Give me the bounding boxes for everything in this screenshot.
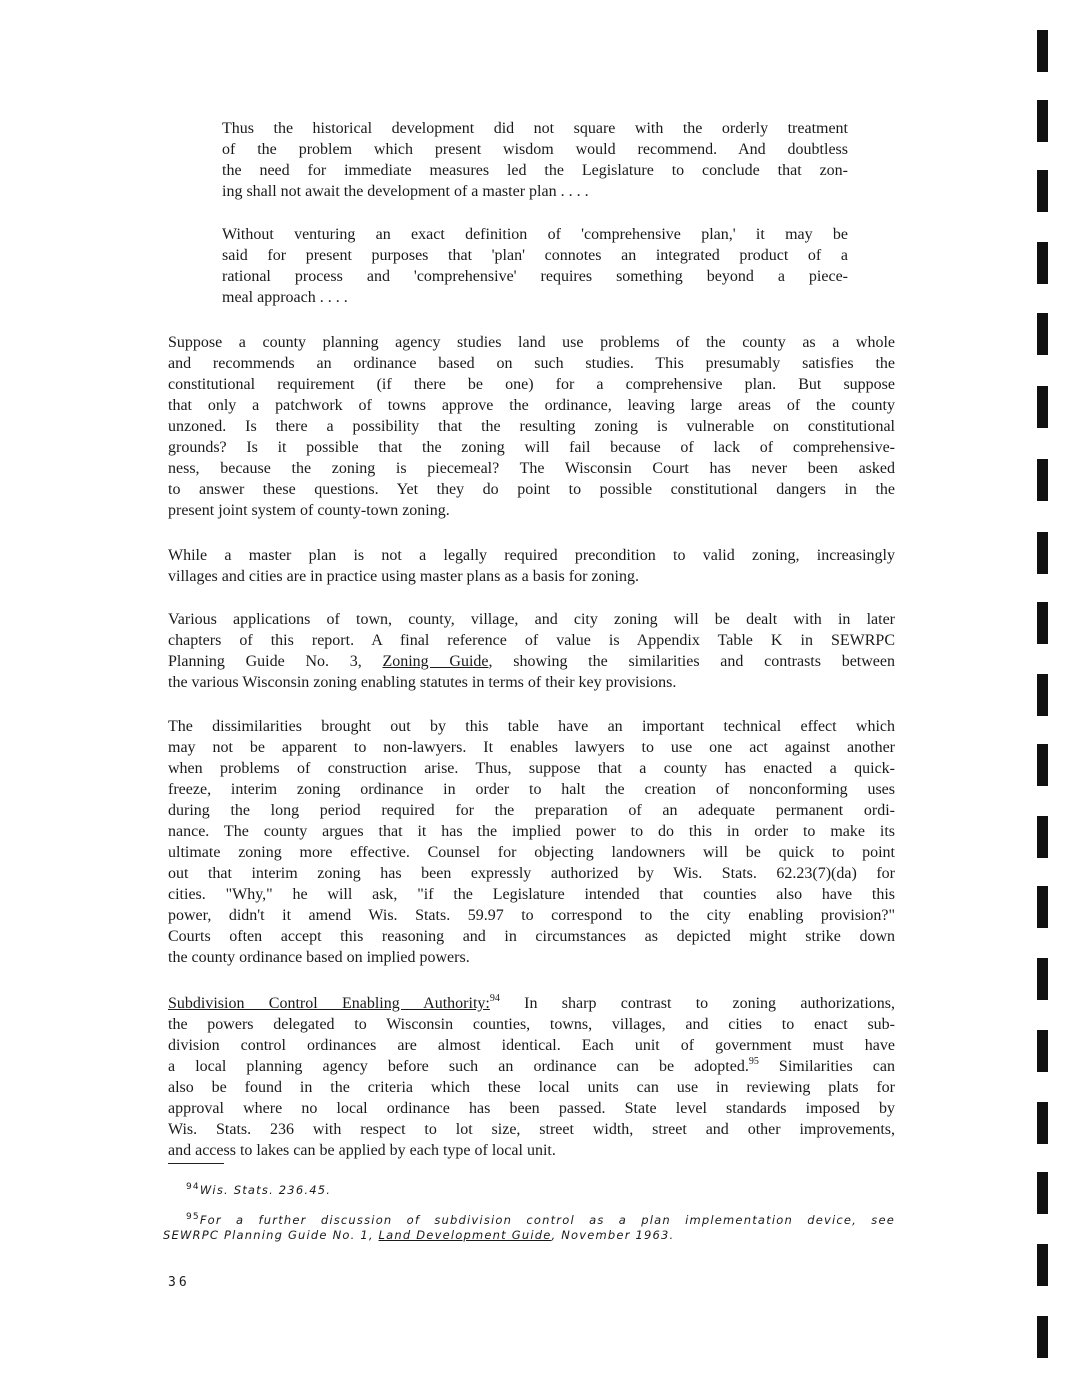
block-quote-paragraph-1 [222,118,848,202]
margin-bar [1037,313,1048,355]
footnote-ref-95: 95 [748,1056,759,1067]
footnote-line [163,1228,895,1243]
text-line: may not be apparent to non-lawyers. It enables lawyers to use one act against another [168,739,895,756]
text-line: While a master plan is not a legally required precondition to valid zoning, increasingly [168,547,895,564]
margin-bar [1037,532,1048,574]
underlined-publication-title: Zoning Guide [382,653,489,670]
text-line: also be found in the criteria which these local units can use in reviewing plats for [168,1079,895,1096]
text-line: power, didn't it amend Wis. Stats. 59.97 to correspond to the city enabling provision?" [168,907,895,924]
footnote-text: Wis. Stats. 236.45. [199,1183,332,1197]
text-fragment: a local planning agency before such an ordinance can be adopted. [168,1058,749,1075]
text-line: approval where no local ordinance has been passed. State level standards imposed by [168,1100,895,1117]
text-line: the powers delegated to Wisconsin counties, towns, villages, and cities to enact sub- [168,1016,895,1033]
text-line-with-heading [168,993,895,1014]
underlined-publication-title: Land Development Guide [378,1228,552,1242]
margin-bar [1037,958,1048,1000]
margin-bar [1037,1030,1048,1072]
footnote-number: 94 [186,1182,200,1192]
text-line: The dissimilarities brought out by this table have an important technical effect which [168,718,895,735]
section-run-in-heading: Subdivision Control Enabling Authority: [168,995,490,1012]
footnote-94 [186,1183,586,1198]
text-line: constitutional requirement (if there be one) for a comprehensive plan. But suppose [168,376,895,393]
text-line: freeze, interim zoning ordinance in order to halt the creation of nonconforming uses [168,781,895,798]
text-line: of the problem which present wisdom would recommend. And doubtless [222,141,848,158]
text-line: rational process and 'comprehensive' requires something beyond a piece- [222,268,848,285]
text-line: ultimate zoning more effective. Counsel for objecting landowners will be quick to point [168,844,895,861]
margin-bar [1037,1172,1048,1214]
text-line: chapters of this report. A final reference of value is Appendix Table K in SEWRPC [168,632,895,649]
text-line: Wis. Stats. 236 with respect to lot size, street width, street and other improvements, [168,1121,895,1138]
footnote-95 [163,1213,895,1243]
text-fragment: Similarities can [758,1058,896,1075]
text-fragment: , showing the similarities and contrasts between [488,653,896,670]
margin-bar [1037,886,1048,928]
margin-bar [1037,30,1048,72]
text-line: grounds? Is it possible that the zoning will fail because of lack of comprehensive- [168,439,895,456]
subdivision-paragraph [168,993,895,1161]
margin-bar [1037,242,1048,284]
text-line: ing shall not await the development of a master plan . . . . [222,183,589,200]
margin-bar [1037,744,1048,786]
text-line: and access to lakes can be applied by each type of local unit. [168,1142,556,1159]
text-line: unzoned. Is there a possibility that the resulting zoning is vulnerable on constitutional [168,418,895,435]
margin-bar [1037,459,1048,501]
margin-bar [1037,1244,1048,1286]
text-line: cities. "Why," he will ask, "if the Legislature intended that counties also have this [168,886,895,903]
text-fragment: Planning Guide No. 3, [168,653,383,670]
text-line: when problems of construction arise. Thus, suppose that a county has enacted a quick- [168,760,895,777]
text-line: and recommends an ordinance based on such studies. This presumably satisfies the [168,355,895,372]
margin-bar [1037,100,1048,142]
text-line: present joint system of county-town zoning. [168,502,450,519]
text-line: villages and cities are in practice using master plans as a basis for zoning. [168,568,639,585]
margin-bar [1037,602,1048,644]
text-line: Courts often accept this reasoning and in circumstances as depicted might strike down [168,928,895,945]
margin-bar [1037,386,1048,428]
text-line: to answer these questions. Yet they do point to possible constitutional dangers in the [168,481,895,498]
text-line: the various Wisconsin zoning enabling statutes in terms of their key provisions. [168,674,677,691]
body-paragraph-2 [168,545,895,587]
footnote-ref-94: 94 [489,993,500,1004]
body-paragraph-4 [168,716,895,968]
text-line-with-title [168,651,895,672]
footnote-text: For a further discussion of subdivision control as a plan implementation device, see [199,1213,895,1227]
margin-bar [1037,674,1048,716]
text-line: the need for immediate measures led the Legislature to conclude that zon- [222,162,848,179]
text-line: meal approach . . . . [222,289,348,306]
text-line-with-ref [168,1056,895,1077]
body-paragraph-1 [168,332,895,521]
body-paragraph-3 [168,609,895,693]
footnote-separator [168,1163,224,1164]
margin-bar [1037,170,1048,212]
text-line: Various applications of town, county, village, and city zoning will be dealt with in later [168,611,895,628]
footnote-line [163,1213,895,1228]
text-line: the county ordinance based on implied powers. [168,949,470,966]
text-line: division control ordinances are almost identical. Each unit of government must have [168,1037,895,1054]
text-line: Thus the historical development did not square with the orderly treatment [222,120,848,137]
page-number: 36 [168,1275,190,1290]
text-fragment: In sharp contrast to zoning authorizations, [499,995,895,1012]
text-line: ness, because the zoning is piecemeal? The Wisconsin Court has never been asked [168,460,895,477]
text-line: said for present purposes that 'plan' connotes an integrated product of a [222,247,848,264]
footnote-text: , November 1963. [551,1228,675,1242]
margin-bar [1037,1102,1048,1144]
text-line: Suppose a county planning agency studies land use problems of the county as a whole [168,334,895,351]
block-quote-paragraph-2 [222,224,848,308]
text-line: during the long period required for the preparation of an adequate permanent ordi- [168,802,895,819]
footnote-number: 95 [186,1212,200,1222]
footnote-text: SEWRPC Planning Guide No. 1, [163,1228,379,1242]
text-line: that only a patchwork of towns approve the ordinance, leaving large areas of the county [168,397,895,414]
text-line: nance. The county argues that it has the implied power to do this in order to make its [168,823,895,840]
text-line: out that interim zoning has been expressly authorized by Wis. Stats. 62.23(7)(da) for [168,865,895,882]
margin-bar [1037,816,1048,858]
margin-bar [1037,1316,1048,1358]
text-line: Without venturing an exact definition of 'comprehensive plan,' it may be [222,226,848,243]
